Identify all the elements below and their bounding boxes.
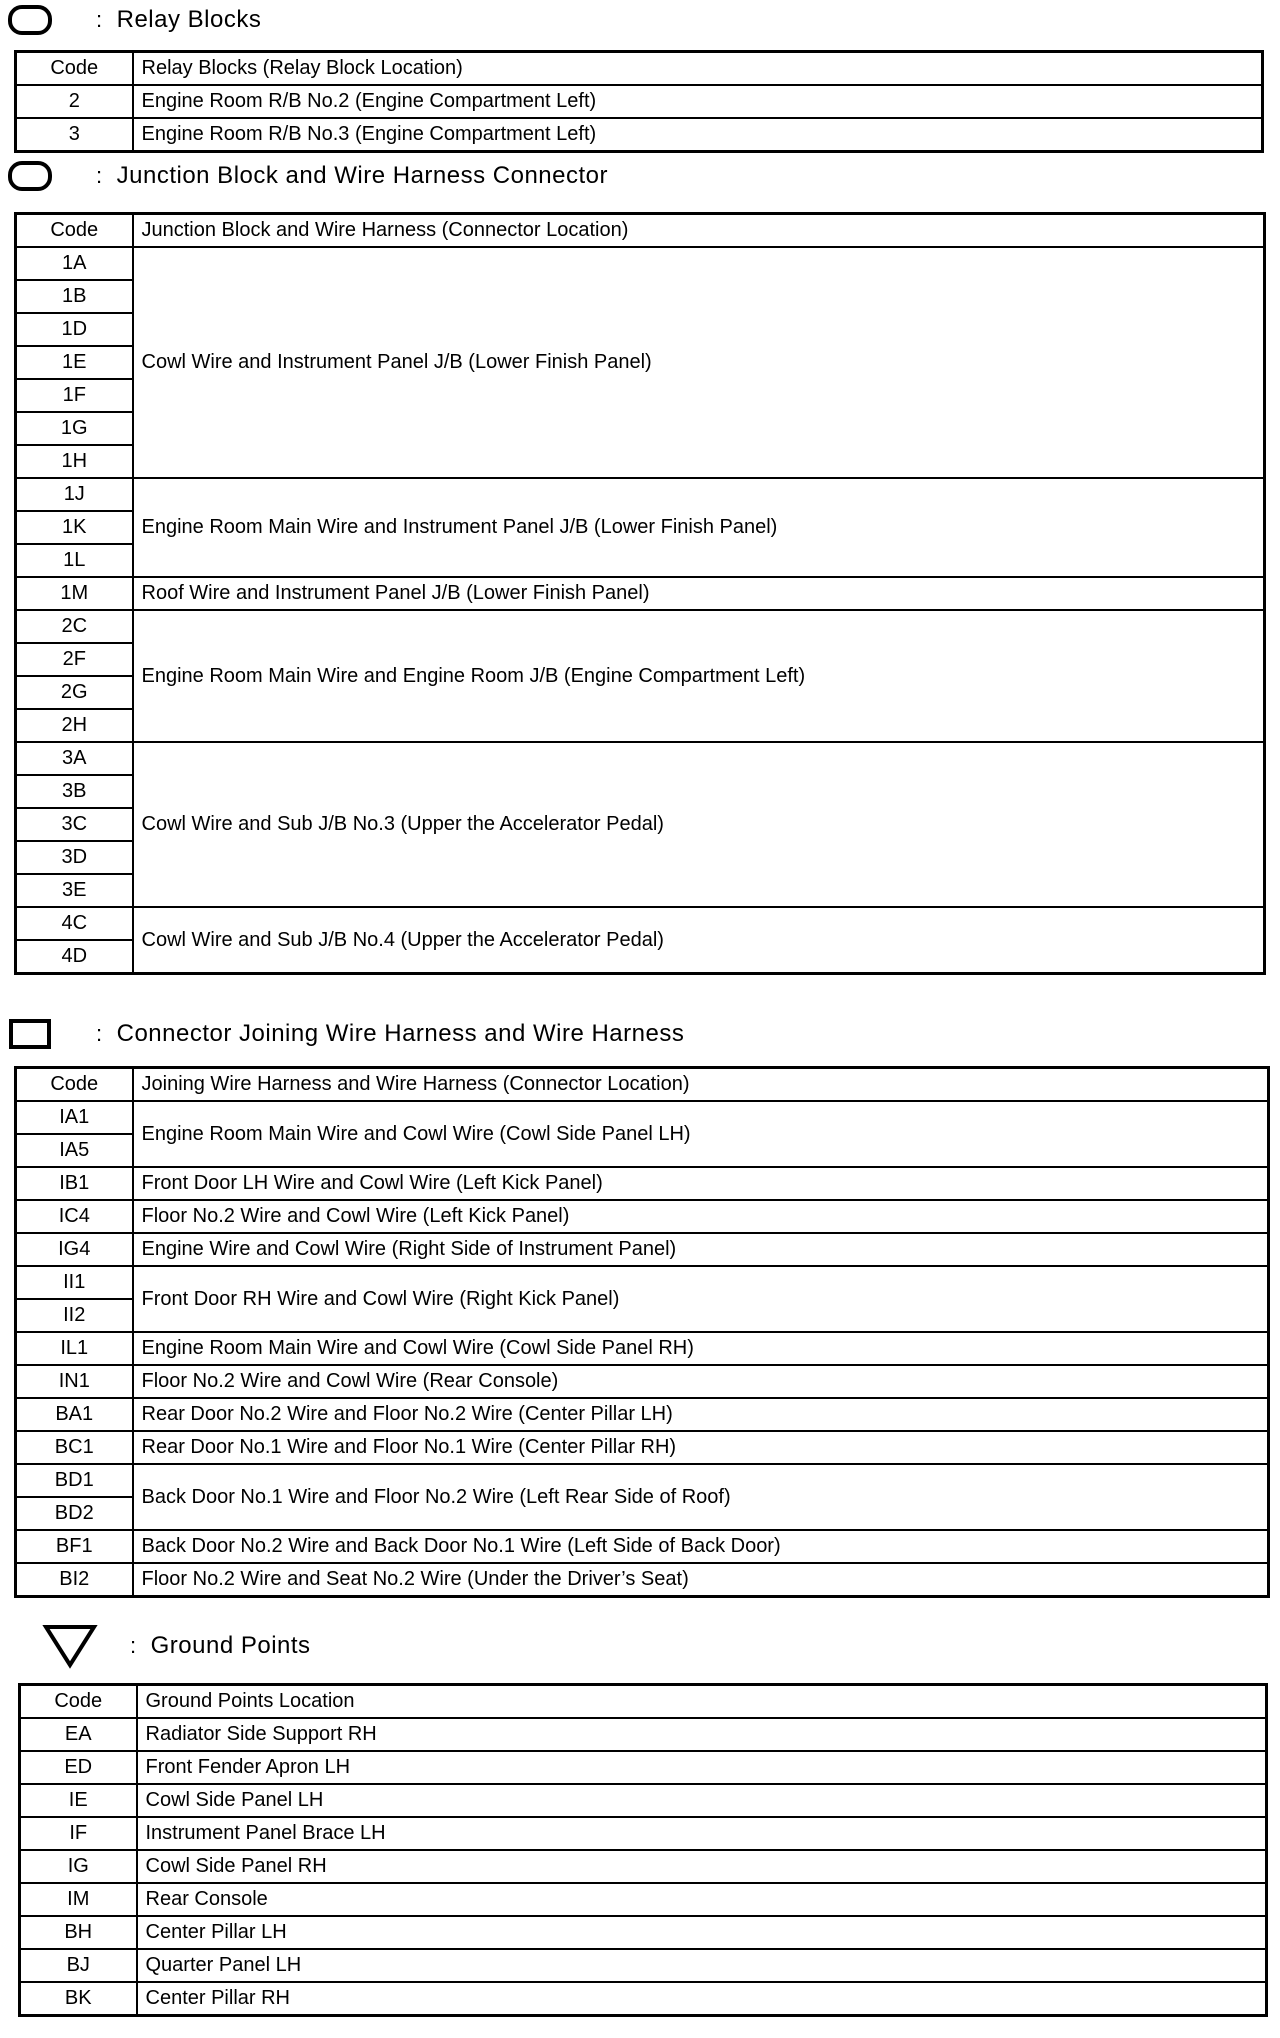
code-cell: EA — [20, 1718, 137, 1751]
description-cell: Cowl Side Panel RH — [137, 1850, 1267, 1883]
code-cell: 2G — [16, 676, 133, 709]
code-cell: 2C — [16, 610, 133, 643]
code-cell: BC1 — [16, 1431, 133, 1464]
table-row — [20, 1751, 1267, 1784]
code-cell: BA1 — [16, 1398, 133, 1431]
description-cell: Rear Console — [137, 1883, 1267, 1916]
code-header: Code — [16, 52, 133, 86]
description-cell: Engine Wire and Cowl Wire (Right Side of Instrument Panel) — [133, 1233, 1269, 1266]
code-header: Code — [16, 214, 133, 248]
description-cell: Rear Door No.1 Wire and Floor No.1 Wire (Center Pillar RH) — [133, 1431, 1269, 1464]
code-cell: BD2 — [16, 1497, 133, 1530]
description-header: Relay Blocks (Relay Block Location) — [133, 52, 1263, 86]
description-cell: Front Door RH Wire and Cowl Wire (Right Kick Panel) — [133, 1266, 1269, 1332]
description-header: Junction Block and Wire Harness (Connector Location) — [133, 214, 1265, 248]
code-cell: IM — [20, 1883, 137, 1916]
code-cell: IG — [20, 1850, 137, 1883]
description-cell: Center Pillar RH — [137, 1982, 1267, 2016]
code-cell: 1L — [16, 544, 133, 577]
code-cell: 1A — [16, 247, 133, 280]
code-cell: BD1 — [16, 1464, 133, 1497]
code-cell: IF — [20, 1817, 137, 1850]
table-row — [16, 247, 1265, 280]
code-cell: 1G — [16, 412, 133, 445]
description-cell: Floor No.2 Wire and Cowl Wire (Rear Console) — [133, 1365, 1269, 1398]
description-cell: Rear Door No.2 Wire and Floor No.2 Wire (Center Pillar LH) — [133, 1398, 1269, 1431]
description-cell: Back Door No.1 Wire and Floor No.2 Wire (Left Rear Side of Roof) — [133, 1464, 1269, 1530]
code-cell: 1F — [16, 379, 133, 412]
description-cell: Engine Room R/B No.2 (Engine Compartment Left) — [133, 85, 1263, 118]
description-cell: Front Door LH Wire and Cowl Wire (Left Kick Panel) — [133, 1167, 1269, 1200]
code-cell: 3A — [16, 742, 133, 775]
code-cell: IC4 — [16, 1200, 133, 1233]
table-row — [20, 1949, 1267, 1982]
code-cell: BJ — [20, 1949, 137, 1982]
relay-table — [14, 50, 1264, 153]
connector-title: Connector Joining Wire Harness and Wire Harness — [116, 1020, 685, 1047]
relay-title: Relay Blocks — [116, 6, 262, 33]
table-header-row — [16, 1068, 1269, 1102]
table-row — [16, 1530, 1269, 1563]
description-cell: Cowl Wire and Sub J/B No.3 (Upper the Accelerator Pedal) — [133, 742, 1265, 907]
description-cell: Engine Room R/B No.3 (Engine Compartment Left) — [133, 118, 1263, 152]
description-cell: Back Door No.2 Wire and Back Door No.1 Wire (Left Side of Back Door) — [133, 1530, 1269, 1563]
table-row — [16, 118, 1263, 152]
table-row — [16, 907, 1265, 940]
description-cell: Engine Room Main Wire and Cowl Wire (Cowl Side Panel RH) — [133, 1332, 1269, 1365]
code-cell: BI2 — [16, 1563, 133, 1597]
rounded-rect-symbol-icon — [0, 161, 60, 191]
description-cell: Instrument Panel Brace LH — [137, 1817, 1267, 1850]
table-row — [16, 1398, 1269, 1431]
description-cell: Cowl Wire and Sub J/B No.4 (Upper the Accelerator Pedal) — [133, 907, 1265, 974]
table-row — [20, 1982, 1267, 2016]
description-cell: Engine Room Main Wire and Cowl Wire (Cowl Side Panel LH) — [133, 1101, 1269, 1167]
code-cell: 1K — [16, 511, 133, 544]
description-header: Joining Wire Harness and Wire Harness (Connector Location) — [133, 1068, 1269, 1102]
table-row — [20, 1784, 1267, 1817]
code-cell: II1 — [16, 1266, 133, 1299]
rounded-rect-symbol-icon — [0, 5, 60, 35]
table-row — [16, 1365, 1269, 1398]
table-row — [16, 1563, 1269, 1597]
description-cell: Cowl Wire and Instrument Panel J/B (Lower Finish Panel) — [133, 247, 1265, 478]
table-row — [16, 1167, 1269, 1200]
code-cell: IB1 — [16, 1167, 133, 1200]
code-cell: 1M — [16, 577, 133, 610]
table-header-row — [20, 1685, 1267, 1719]
square-symbol-icon — [0, 1018, 60, 1050]
ground-section-title: : Ground Points — [0, 1622, 311, 1670]
table-row — [16, 1464, 1269, 1497]
table-header-row — [16, 52, 1263, 86]
code-cell: 3B — [16, 775, 133, 808]
table-row — [16, 742, 1265, 775]
description-cell: Floor No.2 Wire and Cowl Wire (Left Kick Panel) — [133, 1200, 1269, 1233]
code-cell: 4D — [16, 940, 133, 974]
relay-section-title: : Relay Blocks — [0, 2, 261, 38]
junction-title: Junction Block and Wire Harness Connector — [116, 162, 609, 189]
code-cell: 4C — [16, 907, 133, 940]
connector-table — [14, 1066, 1270, 1598]
code-cell: 2 — [16, 85, 133, 118]
code-cell: IA1 — [16, 1101, 133, 1134]
code-cell: 3C — [16, 808, 133, 841]
code-header: Code — [16, 1068, 133, 1102]
table-header-row — [16, 214, 1265, 248]
code-cell: 2F — [16, 643, 133, 676]
code-cell: II2 — [16, 1299, 133, 1332]
code-cell: 3 — [16, 118, 133, 152]
code-cell: 3E — [16, 874, 133, 907]
code-cell: BH — [20, 1916, 137, 1949]
description-cell: Roof Wire and Instrument Panel J/B (Lower Finish Panel) — [133, 577, 1265, 610]
connector-section-title: : Connector Joining Wire Harness and Wire Harness — [0, 1016, 684, 1052]
code-cell: IE — [20, 1784, 137, 1817]
table-row — [20, 1817, 1267, 1850]
junction-section-title: : Junction Block and Wire Harness Connector — [0, 158, 608, 194]
code-cell: 1H — [16, 445, 133, 478]
ground-title: Ground Points — [150, 1632, 311, 1659]
table-row — [20, 1718, 1267, 1751]
description-cell: Center Pillar LH — [137, 1916, 1267, 1949]
table-row — [20, 1916, 1267, 1949]
code-cell: 1B — [16, 280, 133, 313]
code-cell: IG4 — [16, 1233, 133, 1266]
table-row — [16, 1431, 1269, 1464]
code-cell: BF1 — [16, 1530, 133, 1563]
table-row — [16, 1233, 1269, 1266]
description-cell: Floor No.2 Wire and Seat No.2 Wire (Under the Driver’s Seat) — [133, 1563, 1269, 1597]
description-cell: Cowl Side Panel LH — [137, 1784, 1267, 1817]
table-row — [16, 478, 1265, 511]
code-cell: IA5 — [16, 1134, 133, 1167]
code-cell: 1E — [16, 346, 133, 379]
code-cell: ED — [20, 1751, 137, 1784]
table-row — [16, 1200, 1269, 1233]
code-cell: 1J — [16, 478, 133, 511]
ground-table — [18, 1683, 1268, 2017]
table-row — [16, 577, 1265, 610]
description-cell: Front Fender Apron LH — [137, 1751, 1267, 1784]
code-cell: 1D — [16, 313, 133, 346]
table-row — [16, 85, 1263, 118]
code-header: Code — [20, 1685, 137, 1719]
table-row — [20, 1883, 1267, 1916]
code-cell: IL1 — [16, 1332, 133, 1365]
code-cell: IN1 — [16, 1365, 133, 1398]
table-row — [16, 1266, 1269, 1299]
triangle-symbol-icon — [0, 1623, 140, 1669]
code-cell: BK — [20, 1982, 137, 2016]
table-row — [16, 610, 1265, 643]
description-cell: Engine Room Main Wire and Instrument Panel J/B (Lower Finish Panel) — [133, 478, 1265, 577]
junction-table — [14, 212, 1266, 975]
description-header: Ground Points Location — [137, 1685, 1267, 1719]
table-row — [20, 1850, 1267, 1883]
table-row — [16, 1332, 1269, 1365]
description-cell: Quarter Panel LH — [137, 1949, 1267, 1982]
table-row — [16, 1101, 1269, 1134]
code-cell: 3D — [16, 841, 133, 874]
code-cell: 2H — [16, 709, 133, 742]
description-cell: Radiator Side Support RH — [137, 1718, 1267, 1751]
description-cell: Engine Room Main Wire and Engine Room J/B (Engine Compartment Left) — [133, 610, 1265, 742]
